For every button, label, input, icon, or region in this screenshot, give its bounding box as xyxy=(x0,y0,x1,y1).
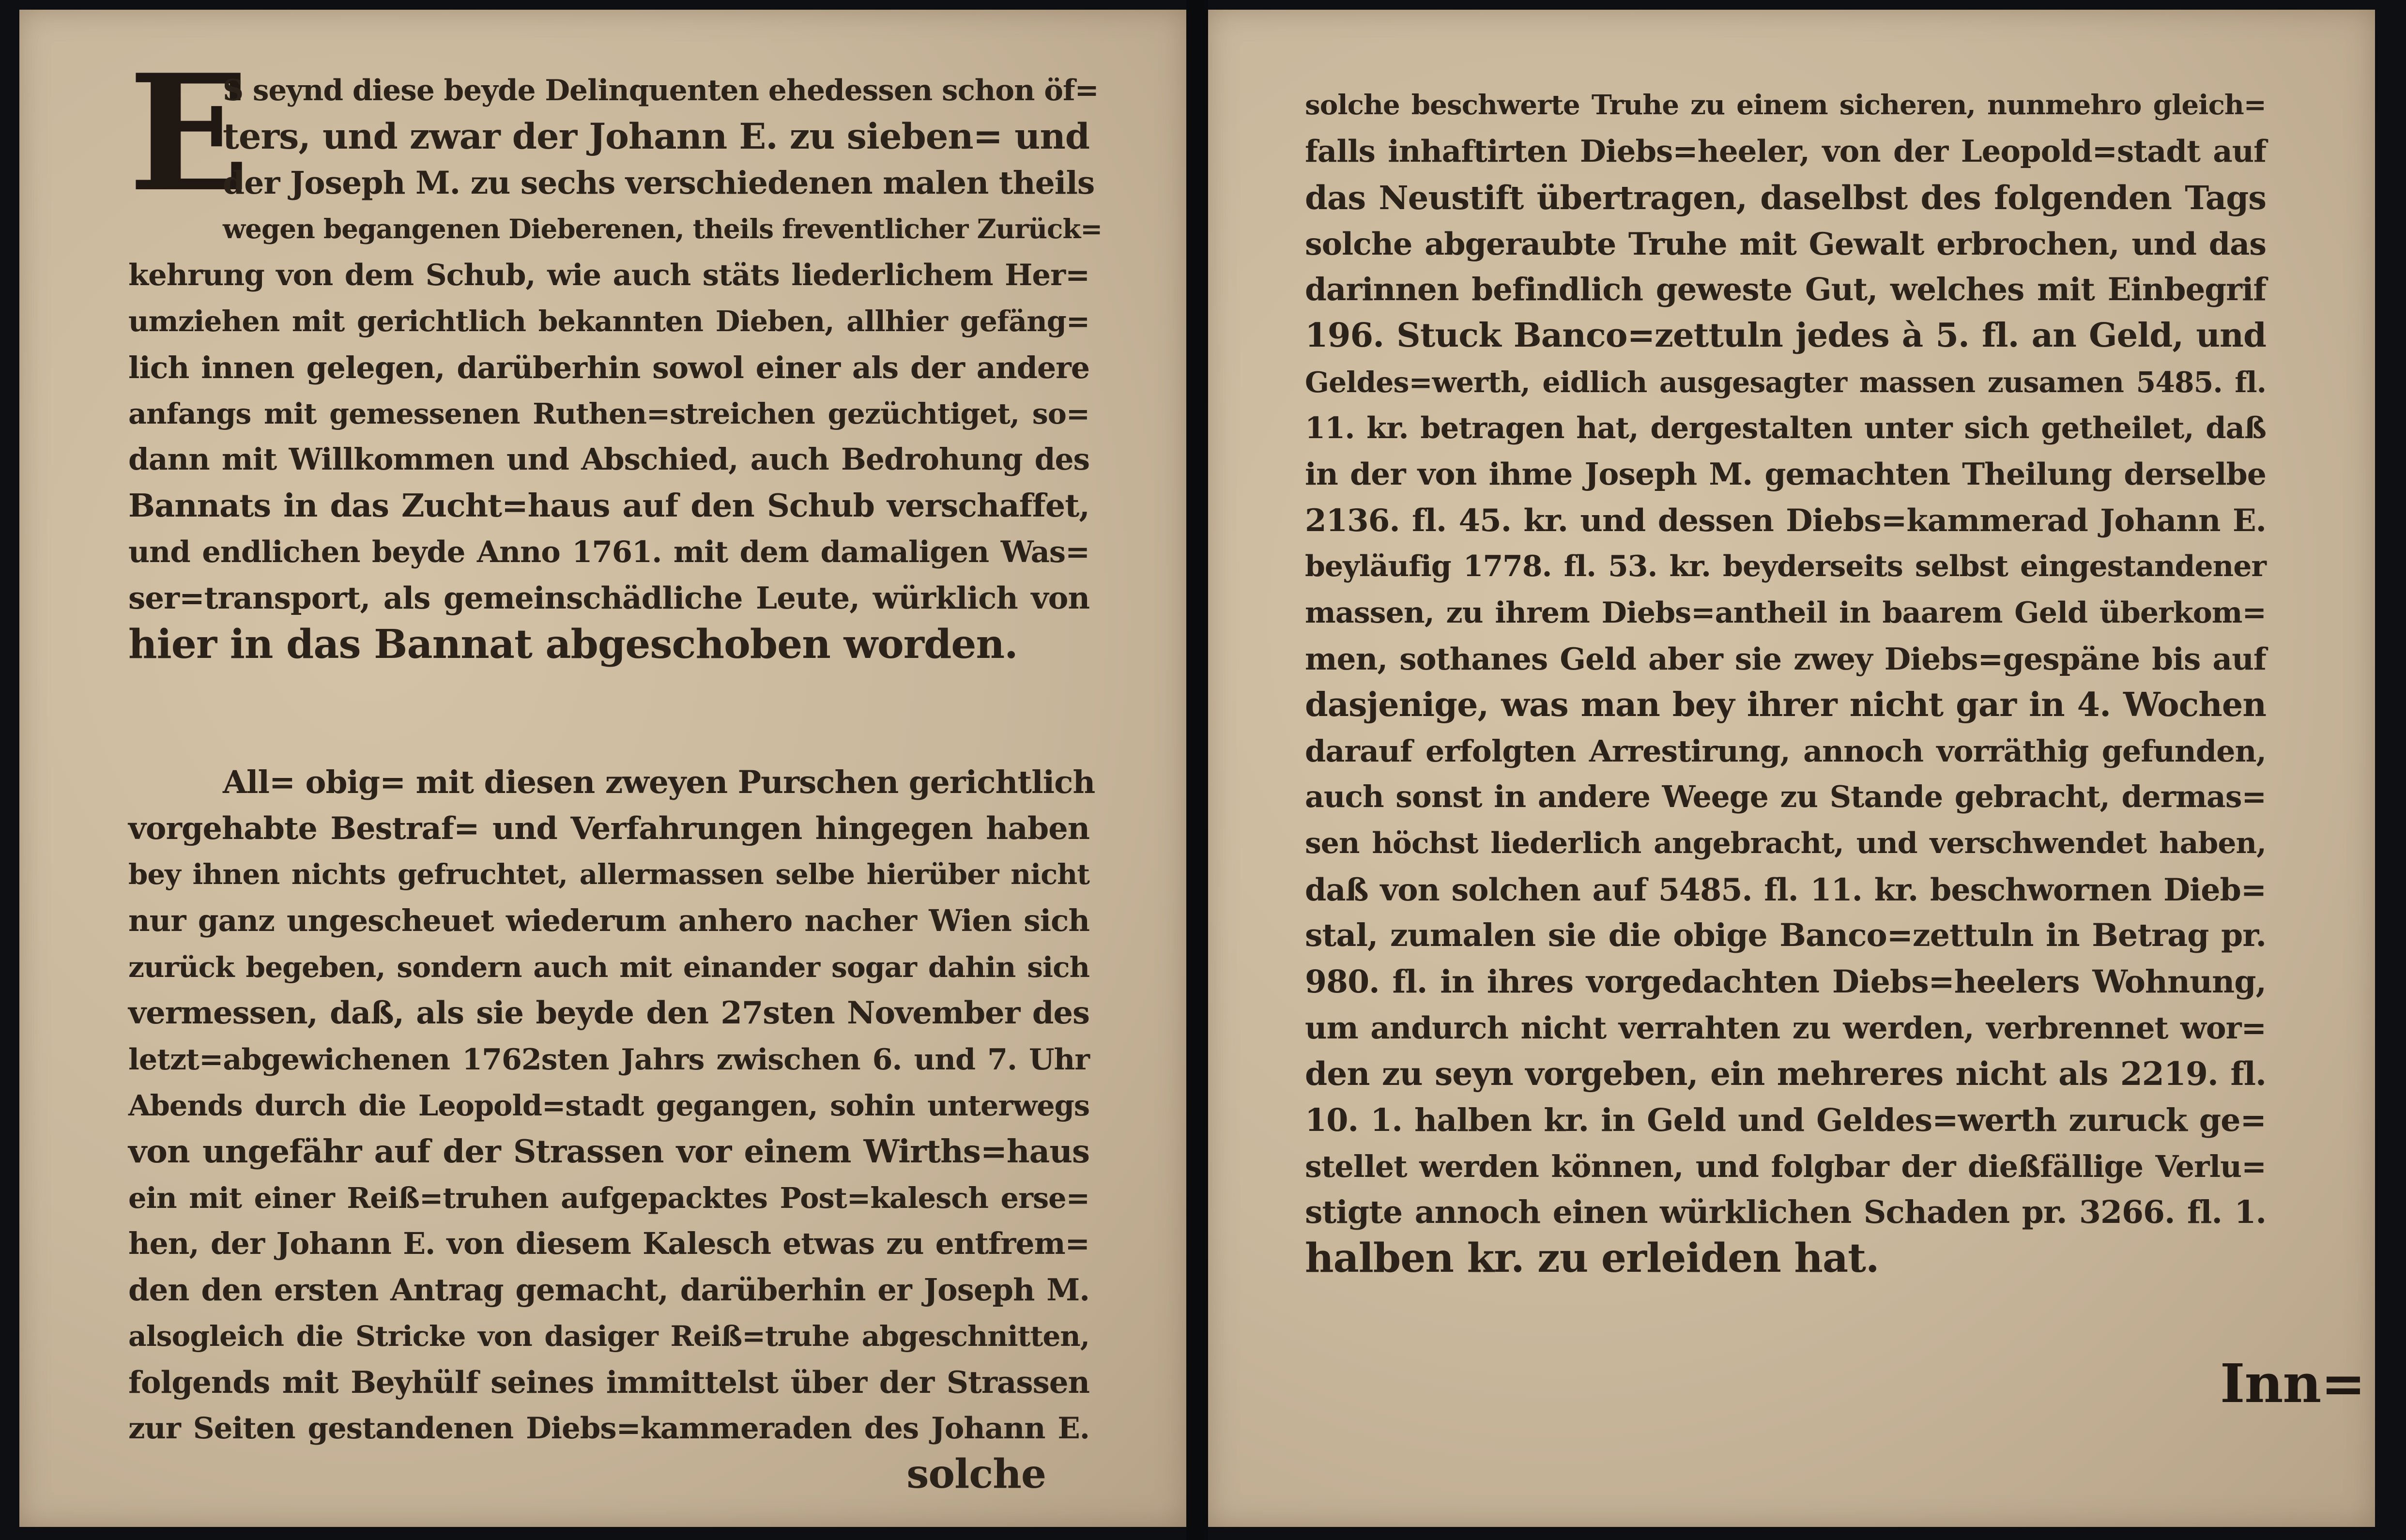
text-line: zurück begeben, sondern auch mit einander sogar dahin sich xyxy=(128,950,1089,984)
text-line: daß von solchen auf 5485. fl. 11. kr. beschwornen Dieb= xyxy=(1305,871,2266,908)
text-line: 10. 1. halben kr. in Geld und Geldes=werth zuruck ge= xyxy=(1305,1101,2266,1139)
text-line: auch sonst in andere Weege zu Stande gebracht, dermas= xyxy=(1305,779,2266,815)
text-line: ters, und zwar der Johann E. zu sieben= und xyxy=(223,116,1089,158)
text-line: dann mit Willkommen und Abschied, auch Bedrohung des xyxy=(128,442,1089,477)
text-line: den zu seyn vorgeben, ein mehreres nicht als 2219. fl. xyxy=(1305,1055,2266,1093)
text-line: hen, der Johann E. von diesem Kalesch etwas zu entfrem= xyxy=(128,1226,1089,1261)
left-text-column xyxy=(128,39,1103,1498)
text-line: lich innen gelegen, darüberhin sowol einer als der andere xyxy=(128,350,1089,385)
drop-cap: E xyxy=(128,39,250,227)
text-line: letzt=abgewichenen 1762sten Jahrs zwischen 6. und 7. Uhr xyxy=(128,1042,1089,1077)
text-line: 11. kr. betragen hat, dergestalten unter sich getheilet, daß xyxy=(1305,411,2266,446)
text-line: Geldes=werth, eidlich ausgesagter massen zusamen 5485. fl. xyxy=(1305,365,2266,399)
text-line: dasjenige, was man bey ihrer nicht gar in 4. Wochen xyxy=(1305,685,2266,724)
text-line: folgends mit Beyhülf seines immittelst über der Strassen xyxy=(128,1364,1089,1400)
text-line: das Neustift übertragen, daselbst des folgenden Tags xyxy=(1305,178,2266,217)
text-line: 2136. fl. 45. kr. und dessen Diebs=kammerad Johann E. xyxy=(1305,502,2266,539)
text-line: solche abgeraubte Truhe mit Gewalt erbrochen, und das xyxy=(1305,225,2266,262)
catchword: Inn= xyxy=(2220,1352,2365,1415)
text-line: sen höchst liederlich angebracht, und verschwendet haben, xyxy=(1305,826,2266,860)
text-line: stellet werden können, und folgbar der dießfällige Verlu= xyxy=(1305,1148,2266,1184)
text-line: alsogleich die Stricke von dasiger Reiß=truhe abgeschnitten, xyxy=(128,1319,1089,1353)
right-page xyxy=(1208,10,2375,1527)
text-line: um andurch nicht verrahten zu werden, verbrennet wor= xyxy=(1305,1009,2266,1046)
text-line: vermessen, daß, als sie beyde den 27sten November des xyxy=(128,995,1089,1032)
left-page xyxy=(19,10,1186,1527)
text-line: beyläufig 1778. fl. 53. kr. beyderseits selbst eingestandener xyxy=(1305,549,2266,583)
text-line: bey ihnen nichts gefruchtet, allermassen selbe hierüber nicht xyxy=(128,858,1089,891)
book-gutter xyxy=(1186,0,1208,1540)
paragraph-gap xyxy=(128,668,1089,760)
text-line: stigte annoch einen würklichen Schaden pr. 3266. fl. 1. xyxy=(1305,1194,2266,1231)
text-line: den den ersten Antrag gemacht, darüberhin er Joseph M. xyxy=(128,1272,1089,1308)
text-line: Abends durch die Leopold=stadt gegangen, sohin unterwegs xyxy=(128,1088,1089,1122)
paragraph-2 xyxy=(128,760,1095,1498)
text-line: kehrung von dem Schub, wie auch stäts liederlichem Her= xyxy=(128,258,1089,293)
text-line: darinnen befindlich geweste Gut, welches mit Einbegrif xyxy=(1305,272,2266,308)
right-text-column xyxy=(1305,82,2365,1415)
text-line: in der von ihme Joseph M. gemachten Theilung derselbe xyxy=(1305,456,2266,492)
text-line: S seynd diese beyde Delinquenten ehedessen schon öf= xyxy=(223,74,1099,107)
paragraph-1 xyxy=(128,39,1103,668)
text-line: ein mit einer Reiß=truhen aufgepacktes Post=kalesch erse= xyxy=(128,1181,1089,1215)
text-line: zur Seiten gestandenen Diebs=kammeraden des Johann E. xyxy=(128,1411,1089,1446)
text-line: der Joseph M. zu sechs verschiedenen malen theils xyxy=(223,164,1095,201)
text-line: und endlichen beyde Anno 1761. mit dem damaligen Was= xyxy=(128,534,1089,569)
text-line: hier in das Bannat abgeschoben worden. xyxy=(128,621,1018,668)
text-line: stal, zumalen sie die obige Banco=zettuln in Betrag pr. xyxy=(1305,917,2266,954)
text-line: von ungefähr auf der Strassen vor einem Wirths=haus xyxy=(128,1133,1089,1171)
text-line: solche beschwerte Truhe zu einem sicheren, nunmehro gleich= xyxy=(1305,89,2266,121)
text-line: massen, zu ihrem Diebs=antheil in baarem Geld überkom= xyxy=(1305,595,2266,630)
text-line: anfangs mit gemessenen Ruthen=streichen gezüchtiget, so= xyxy=(128,397,1089,431)
text-line: men, sothanes Geld aber sie zwey Diebs=gespäne bis auf xyxy=(1305,640,2266,677)
catchword: solche xyxy=(906,1451,1046,1498)
text-line: All= obig= mit diesen zweyen Purschen gerichtlich xyxy=(223,763,1095,801)
text-line: 196. Stuck Banco=zettuln jedes à 5. fl. an Geld, und xyxy=(1305,316,2266,355)
text-line: 980. fl. in ihres vorgedachten Diebs=heelers Wohnung, xyxy=(1305,963,2266,1000)
text-line: Bannats in das Zucht=haus auf den Schub verschaffet, xyxy=(128,487,1089,524)
text-line: halben kr. zu erleiden hat. xyxy=(1305,1235,1879,1282)
text-line: umziehen mit gerichtlich bekannten Dieben, allhier gefäng= xyxy=(128,305,1089,338)
text-line: wegen begangenen Dieberenen, theils freventlicher Zurück= xyxy=(223,213,1103,244)
text-line: vorgehabte Bestraf= und Verfahrungen hingegen haben xyxy=(128,810,1089,847)
text-line: darauf erfolgten Arrestirung, annoch vorräthig gefunden, xyxy=(1305,733,2266,769)
text-line: ser=transport, als gemeinschädliche Leute, würklich von xyxy=(128,580,1089,616)
text-line: falls inhaftirten Diebs=heeler, von der Leopold=stadt auf xyxy=(1305,133,2266,169)
text-line: nur ganz ungescheuet wiederum anhero nacher Wien sich xyxy=(128,903,1089,938)
